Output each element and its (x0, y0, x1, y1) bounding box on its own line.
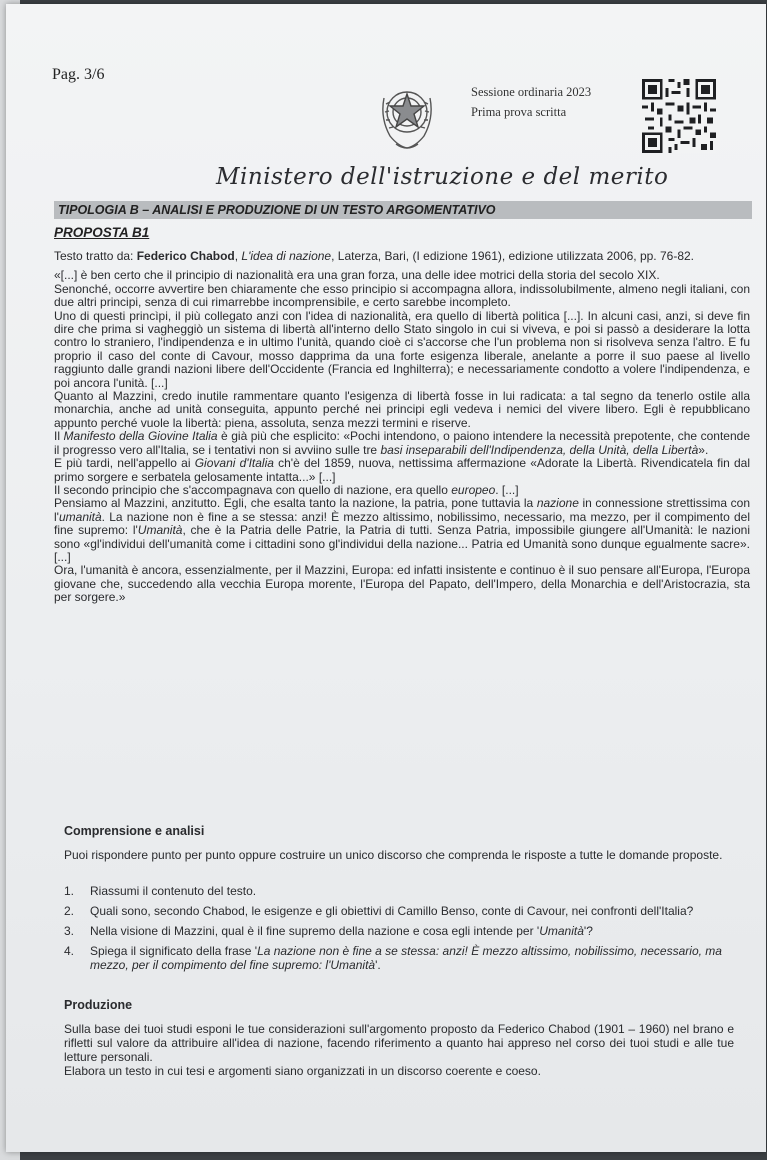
question-number: 3. (64, 924, 75, 938)
question-text: Riassumi il contenuto del testo. (90, 884, 257, 898)
question-number: 2. (64, 904, 75, 918)
passage-paragraph: Il Manifesto della Giovine Italia è già più che esplicito: «Pochi intendono, o paiono intendere la necessità prepotente, che contende il progresso vero all'Italia, se i tentativi non si avviino sulle tre basi inseparabili dell'Indipendenza, della Unità, della Libertà». (54, 429, 751, 457)
question-item (64, 884, 734, 898)
production-instructions: Sulla base dei tuoi studi esponi le tue considerazioni sull'argomento proposto da Federico Chabod (1901 – 1960) nel brano e rifletti sul valore da attribuire all'idea di nazione, facendo riferimento a quanto hai appreso nel corso dei tuoi studi e alle tue letture personali. (64, 1022, 734, 1064)
passage-paragraph: E più tardi, nell'appello ai Giovani d'Italia ch'è del 1859, nuova, nettissima affermazione «Adorate la Libertà. Rivendicatela fin dal primo sorgere e serbatela gelosamente intatta...» [...] (54, 456, 750, 484)
production-task: Elabora un testo in cui tesi e argomenti siano organizzati in un discorso coerente e coeso. (64, 1064, 541, 1078)
session-info (471, 82, 591, 122)
passage-paragraph: Uno di questi princìpi, il più collegato anzi con l'idea di nazionalità, era quello di libertà politica [...]. In alcuni casi, anzi, si deve fin dire che prima si vagheggiò un sistema di libertà all'interno dello Stato singolo in cui si viveva, e poi si passò a desiderare la lotta contro lo straniero, l'indipendenza e in ultimo l'unità, quando cioè ci s'accorse che l'un problema non si risolveva senza l'altro. E fu proprio il caso del conte di Cavour, mosso dapprima da una forte esigenza liberale, anelante a porre il suo paese al livello raggiunto dalle grandi nazioni libere dell'Occidente (Francia ed Inghilterra); e necessariamente condotto a volere l'indipendenza, e poi ancora l'unità. [...] (54, 308, 750, 390)
proposal-heading: PROPOSTA B1 (54, 225, 150, 240)
ministry-title: Ministero dell'istruzione e del merito (216, 164, 669, 190)
question-number: 1. (64, 884, 75, 898)
source-author: Federico Chabod (136, 249, 235, 263)
passage-paragraph: Senonché, occorre avvertire ben chiaramente che esso principio si accompagna allora, indissolubilmente, almeno negli italiani, con due altri principi, senza di cui rimarrebbe incomprensibile, e certo sarebbe incompleto. (54, 281, 750, 310)
question-text: Spiega il significato della frase 'La nazione non è fine a se stessa: anzi! È mezzo altissimo, nobilissimo, necessario, ma mezzo, per il compimento del fine supremo: l'Umanità'. (90, 944, 722, 972)
qr-code-icon (642, 78, 716, 154)
question-number: 4. (64, 944, 75, 958)
question-item (64, 904, 734, 918)
exam-page (6, 4, 766, 1152)
question-text: Nella visione di Mazzini, qual è il fine supremo della nazione e cosa egli intende per 'Umanità'? (90, 924, 593, 938)
passage (54, 250, 750, 605)
source-separator: , (234, 249, 242, 263)
passage-paragraph: Pensiamo al Mazzini, anzitutto. Egli, che esalta tanto la nazione, la patria, pone tuttavia la nazione in connessione strettissima con l'umanità. La nazione non è fine a se stessa: anzi! È mezzo altissimo, nobilissimo, necessario, ma mezzo, per il compimento del fine supremo: l'Umanità, che è la Patria delle Patrie, la Patria di tutti. Senza Patria, impossibile giungere all'Umanità: le nazioni sono «gl'individui dell'umanità come i cittadini sono gl'individui della nazione... Patria ed Umanità sono dunque egualmente sacre». [...] (54, 496, 750, 564)
exam-line: Prima prova scritta (471, 105, 567, 119)
question-item (64, 924, 734, 938)
source-prefix: Testo tratto da: (54, 249, 137, 263)
comprehension-instructions: Puoi rispondere punto per punto oppure costruire un unico discorso che comprenda le risposte a tutte le domande proposte. (64, 848, 723, 862)
comprehension-heading: Comprensione e analisi (64, 824, 205, 838)
session-line: Sessione ordinaria 2023 (471, 85, 592, 99)
typology-heading: TIPOLOGIA B – ANALISI E PRODUZIONE DI UN TESTO ARGOMENTATIVO (54, 201, 752, 219)
production-heading: Produzione (64, 998, 133, 1012)
italian-republic-emblem-icon (376, 78, 438, 154)
passage-paragraph: Quanto al Mazzini, credo inutile rammentare quanto l'esigenza di libertà fosse in lui radicata: a tal segno da tenerlo ostile alla monarchia, anche ad unità conseguita, appunto perché nei principi egli vedeva i nemici del vivere libero. Egli è repubblicano appunto perché vuole la libertà: piena, assoluta, senza mezzi termini e riserve. (54, 389, 750, 430)
source-citation (54, 250, 750, 263)
question-list (64, 884, 734, 978)
question-item (64, 944, 734, 972)
passage-paragraph: Ora, l'umanità è ancora, essenzialmente, per il Mazzini, Europa: ed infatti insistente e continuo è il suo pensare all'Europa, l'Europa giovane che, succedendo alla vecchia Europa morente, l'Europa del Papato, dell'Impero, della Monarchia e dell'Aristocrazia, sta per sorgere.» (54, 563, 750, 605)
source-title: L'idea di nazione (241, 249, 332, 263)
page-number: Pag. 3/6 (52, 66, 105, 83)
question-text: Quali sono, secondo Chabod, le esigenze e gli obiettivi di Camillo Benso, conte di Cavour, nei confronti dell'Italia? (90, 904, 694, 918)
source-details: , Laterza, Bari, (I edizione 1961), edizione utilizzata 2006, pp. 76-82. (331, 249, 694, 263)
passage-paragraph: Il secondo principio che s'accompagnava con quello di nazione, era quello europeo. [...] (54, 482, 519, 497)
passage-paragraph: «[...] è ben certo che il principio di nazionalità era una gran forza, una delle idee motrici della storia del secolo XIX. (54, 268, 660, 283)
